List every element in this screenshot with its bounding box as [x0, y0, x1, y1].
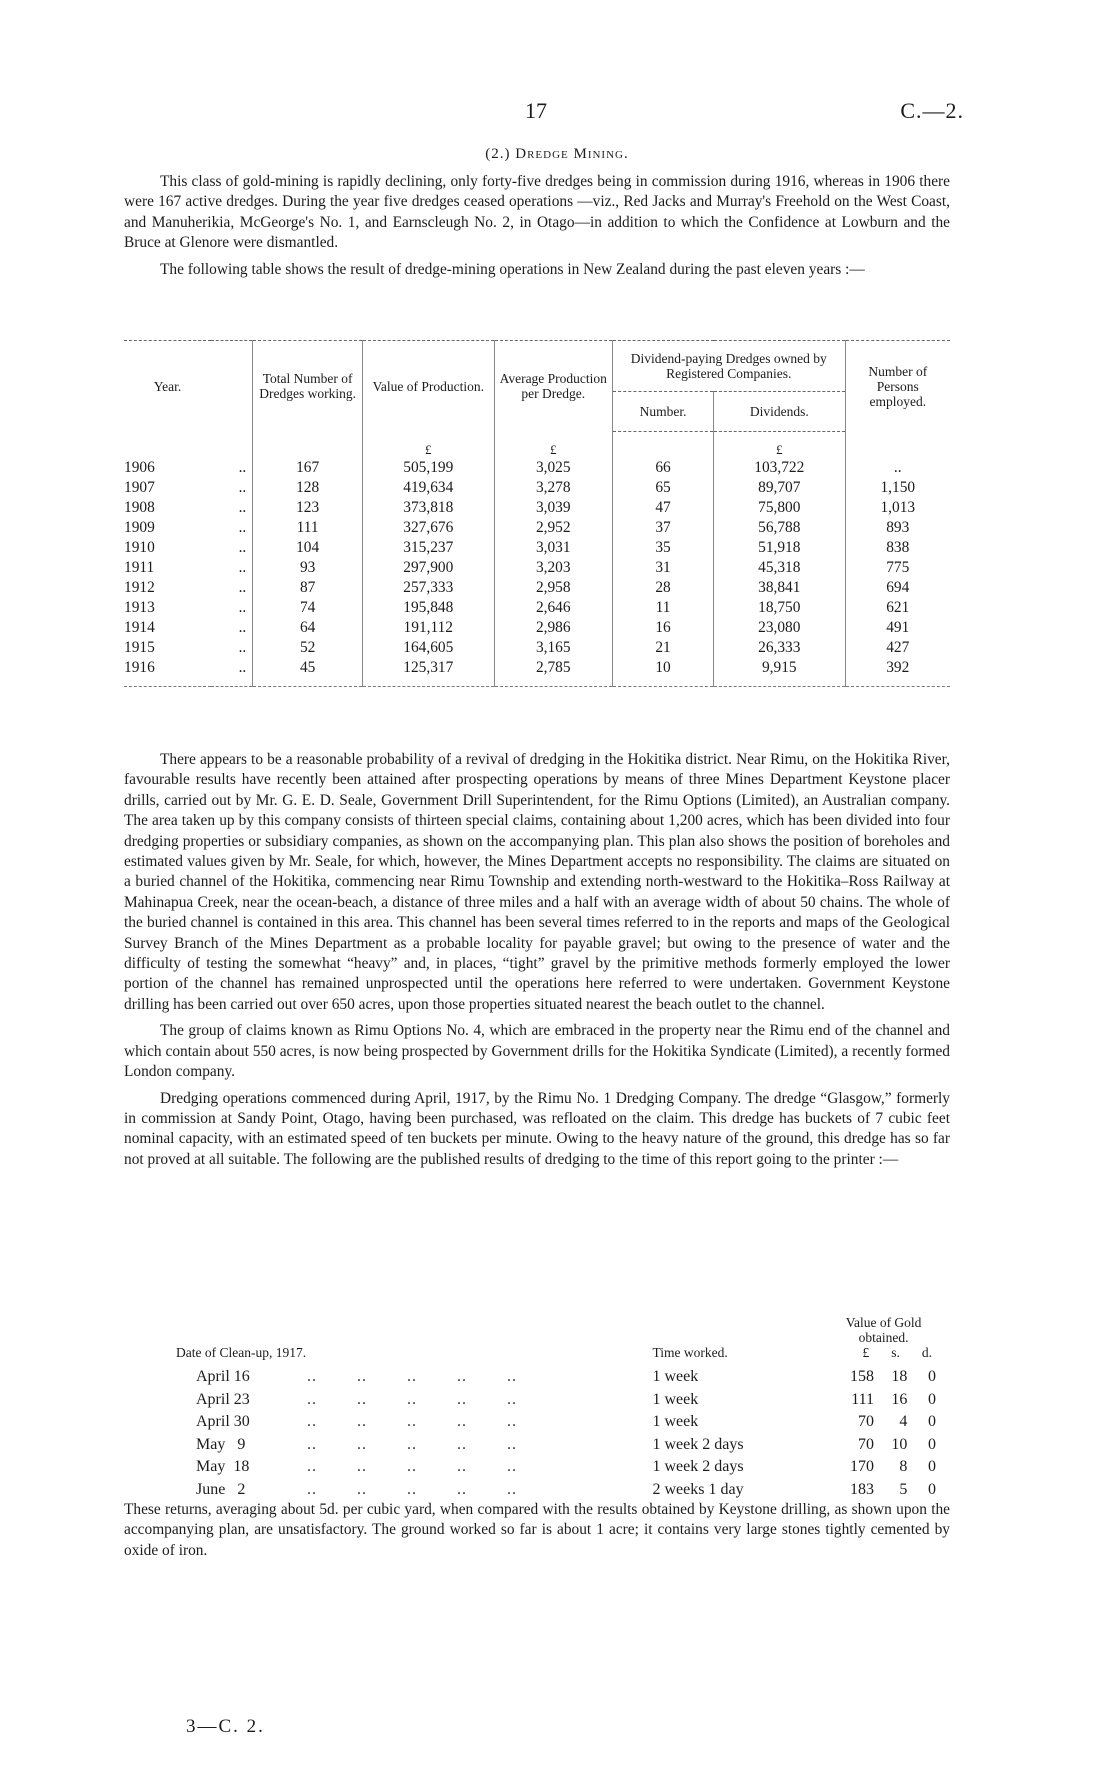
- unit-dividends: £: [714, 432, 846, 459]
- cell-year: 1916: [124, 658, 211, 687]
- cell-dividends: 56,788: [714, 518, 846, 538]
- table-row: [124, 498, 950, 518]
- cell-date: April 23: [196, 1390, 250, 1408]
- cell-number: 47: [612, 498, 713, 518]
- cell-persons: 1,013: [845, 498, 950, 518]
- cell-dots: ..: [211, 658, 253, 687]
- cell-pounds: 158: [850, 1368, 875, 1385]
- dredge-stats-table: [124, 340, 950, 687]
- cell-dividends: 103,722: [714, 458, 846, 478]
- cell-persons: 893: [845, 518, 950, 538]
- page-header: [0, 98, 1114, 128]
- cell-pence: 0: [928, 1413, 936, 1431]
- body-paragraph: There appears to be a reasonable probability of a revival of dredging in the Hokitika district. Near Rimu, on the Hokitika River, favourable results have recently been attained after prospecting operations by means of three Mines Department Keystone placer drills, carried out by Mr. G. E. D. Seale, Government Drill Superintendent, for the Rimu Options (Limited), an Australian company. The area taken up by this company consists of thirteen special claims, containing about 1,200 acres, which has been divided into four dredging properties or subsidiary companies, as shown on the accompanying plan. This plan also shows the position of boreholes and estimated values given by Mr. Seale, for which, however, the Mines Department accepts no responsibility. The claims are situated on a buried channel of the Hokitika, commencing near Rimu Township and extending north-westward to the Hokitika–Ross Railway at Mahinapua Creek, near the ocean-beach, a distance of three miles and a half with an average width of about 50 chains. The whole of the buried channel is contained in this area. This channel has been several times referred to in the reports and maps of the Geological Survey Branch of the Mines Department as a probable locality for payable gravel; but owing to the presence of water and the difficulty of testing the somewhat “heavy” and, in places, “tight” gravel by the primitive methods formerly employed the lower portion of the channel has remained unprospected until the operations here referred to were undertaken. Government Keystone drilling has been carried out over 650 acres, upon those properties situated nearest the beach outlet to the channel.: [124, 751, 950, 1013]
- cell-persons: 392: [845, 658, 950, 687]
- cell-persons: 621: [845, 598, 950, 618]
- cell-total: 111: [253, 518, 363, 538]
- cleanup-results-table: [176, 1315, 936, 1502]
- cell-average: 3,278: [494, 478, 612, 498]
- cell-date: April 16: [196, 1368, 250, 1385]
- closing-paragraph: These returns, averaging about 5d. per cubic yard, when compared with the results obtained by Keystone drilling, as shown upon the accompanying plan, are unsatisfactory. The ground worked so far is about 1 acre; it contains very large stones tightly cemented by oxide of iron.: [124, 1501, 950, 1559]
- cell-time: 1 week 2 days: [652, 1435, 744, 1453]
- table-row: [124, 538, 950, 558]
- intro-paragraph: The following table shows the result of dredge-mining operations in New Zealand during the past eleven years :—: [160, 260, 865, 278]
- cell-number: 10: [612, 658, 713, 687]
- col-dividend-group: Dividend-paying Dredges owned by Registered Companies.: [612, 341, 845, 392]
- cell-value: 195,848: [363, 598, 495, 618]
- cell-pounds: 70: [858, 1413, 875, 1431]
- col-average: Average Production per Dredge.: [494, 341, 612, 432]
- page-number: 17: [525, 98, 547, 123]
- cell-dividends: 75,800: [714, 498, 846, 518]
- units-row: [124, 432, 950, 459]
- cell-year: 1910: [124, 539, 155, 556]
- cell-date: June 2: [196, 1480, 246, 1498]
- cell-year: 1906: [124, 459, 155, 476]
- col-time: Time worked.: [652, 1345, 728, 1360]
- cell-pounds: 111: [851, 1390, 875, 1408]
- unit-pounds: £: [862, 1345, 870, 1360]
- cell-average: 2,986: [494, 618, 612, 638]
- cell-persons: 427: [845, 638, 950, 658]
- table-row: [124, 578, 950, 598]
- table-row: [176, 1479, 936, 1502]
- intro-paragraph: This class of gold-mining is rapidly declining, only forty-five dredges being in commission during 1916, whereas in 1906 there were 167 active dredges. During the year five dredges ceased operations —viz., Red Jacks and Murray's Freehold on the West Coast, and Manuherikia, McGeorge's No. 1, and Earnscleugh No. 2, in Otago—in addition to which the Confidence at Lowburn and the Bruce at Glenore were dismantled.: [124, 173, 950, 252]
- col-dividends: Dividends.: [714, 392, 846, 432]
- cell-persons: 694: [845, 578, 950, 598]
- cell-dots: ..: [238, 519, 247, 536]
- table-row: [124, 458, 950, 478]
- cell-total: 167: [253, 458, 363, 478]
- cell-persons: 775: [845, 558, 950, 578]
- unit-pence: d.: [921, 1345, 932, 1360]
- cell-dots: ..: [238, 539, 247, 556]
- cell-dots: ..: [238, 459, 247, 476]
- table-row: [124, 518, 950, 538]
- unit-average: £: [494, 432, 612, 459]
- cell-time: 1 week: [652, 1413, 699, 1431]
- col-gold-label: Value of Gold obtained.: [845, 1315, 922, 1345]
- cell-shillings: 18: [891, 1368, 908, 1385]
- table-row: [124, 618, 950, 638]
- cell-number: 66: [612, 458, 713, 478]
- table-row: [176, 1366, 936, 1389]
- cell-shillings: 8: [899, 1458, 908, 1476]
- cell-average: 3,165: [494, 638, 612, 658]
- cell-dividends: 26,333: [714, 638, 846, 658]
- cell-dividends: 18,750: [714, 598, 846, 618]
- cell-year: 1911: [124, 559, 155, 576]
- cell-year: 1915: [124, 639, 155, 656]
- cell-dots: .. .. .. .. ..: [307, 1480, 518, 1498]
- cell-persons: ..: [845, 458, 950, 478]
- cell-dots: ..: [238, 559, 247, 576]
- cell-dots: ..: [238, 599, 247, 616]
- cell-dots: ..: [238, 479, 247, 496]
- cell-dividends: 51,918: [714, 538, 846, 558]
- cell-total: 104: [253, 538, 363, 558]
- cell-value: 315,237: [363, 538, 495, 558]
- cell-number: 21: [612, 638, 713, 658]
- cell-shillings: 10: [891, 1435, 908, 1453]
- col-dots-header: [307, 1315, 652, 1366]
- body-paragraph: The group of claims known as Rimu Options No. 4, which are embraced in the property near the Rimu end of the channel and which contain about 550 acres, is now being prospected by Government drills for the Hokitika Syndicate (Limited), a recently formed London company.: [124, 1022, 950, 1081]
- col-year: Year.: [124, 341, 211, 432]
- section-title: (2.) Dredge Mining.: [485, 146, 629, 162]
- cell-time: 1 week: [652, 1390, 699, 1408]
- cell-dots: .. .. .. .. ..: [307, 1458, 518, 1476]
- cell-year: 1913: [124, 599, 155, 616]
- cell-dividends: 89,707: [714, 478, 846, 498]
- currency-units: [831, 1345, 936, 1360]
- cell-number: 35: [612, 538, 713, 558]
- cell-pounds: 170: [850, 1458, 875, 1476]
- cell-value: 505,199: [363, 458, 495, 478]
- cell-value: 297,900: [363, 558, 495, 578]
- cell-year: 1907: [124, 479, 155, 496]
- cell-date: May 18: [196, 1458, 250, 1476]
- cell-persons: 491: [845, 618, 950, 638]
- cell-shillings: 16: [891, 1390, 908, 1408]
- cell-dots: ..: [238, 499, 247, 516]
- cell-pence: 0: [928, 1480, 936, 1498]
- col-total: Total Number of Dredges working.: [253, 341, 363, 432]
- cell-date: April 30: [196, 1413, 250, 1431]
- cell-dividends: 45,318: [714, 558, 846, 578]
- cell-dividends: 38,841: [714, 578, 846, 598]
- cell-time: 2 weeks 1 day: [652, 1480, 744, 1498]
- cell-total: 87: [253, 578, 363, 598]
- cell-year: 1908: [124, 499, 155, 516]
- closing-text: [124, 1500, 950, 1567]
- col-gold: [831, 1315, 936, 1366]
- cell-dividends: 23,080: [714, 618, 846, 638]
- cell-total: 123: [253, 498, 363, 518]
- intro-text: [124, 172, 950, 286]
- col-persons: Number of Persons employed.: [845, 341, 950, 432]
- cell-pounds: 70: [858, 1435, 875, 1453]
- unit-shillings: s.: [891, 1345, 900, 1360]
- cell-year: 1914: [124, 619, 155, 636]
- col-dots-header: [211, 341, 253, 432]
- table-row: [176, 1411, 936, 1434]
- cell-value: 125,317: [363, 658, 495, 687]
- cell-persons: 1,150: [845, 478, 950, 498]
- cell-pounds: 183: [850, 1480, 875, 1498]
- col-date: Date of Clean-up, 1917.: [176, 1345, 307, 1360]
- cell-average: 2,646: [494, 598, 612, 618]
- cell-pence: 0: [928, 1435, 936, 1453]
- cell-dots: .. .. .. .. ..: [307, 1435, 518, 1453]
- cell-value: 373,818: [363, 498, 495, 518]
- cell-value: 164,605: [363, 638, 495, 658]
- cell-dots: ..: [238, 639, 247, 656]
- cell-pence: 0: [928, 1458, 936, 1476]
- table-row: [176, 1434, 936, 1457]
- cell-dots: ..: [238, 619, 247, 636]
- cell-time: 1 week 2 days: [652, 1458, 744, 1476]
- cell-shillings: 5: [899, 1480, 908, 1498]
- cell-number: 31: [612, 558, 713, 578]
- table-row: [124, 598, 950, 618]
- cell-pence: 0: [928, 1390, 936, 1408]
- cell-time: 1 week: [652, 1368, 699, 1385]
- table-row: [124, 638, 950, 658]
- cell-total: 128: [253, 478, 363, 498]
- cell-total: 52: [253, 638, 363, 658]
- cell-total: 45: [253, 658, 363, 687]
- cell-dividends: 9,915: [714, 658, 846, 687]
- cell-dots: .. .. .. .. ..: [307, 1390, 518, 1408]
- col-number: Number.: [612, 392, 713, 432]
- table-row: [176, 1456, 936, 1479]
- cell-pence: 0: [928, 1368, 936, 1385]
- cell-total: 93: [253, 558, 363, 578]
- col-value: Value of Production.: [363, 341, 495, 432]
- document-code: C.—2.: [900, 98, 964, 123]
- cell-average: 2,952: [494, 518, 612, 538]
- cell-year: 1912: [124, 579, 155, 596]
- cell-dots: .. .. .. .. ..: [307, 1413, 518, 1431]
- cell-number: 11: [612, 598, 713, 618]
- cell-number: 28: [612, 578, 713, 598]
- cell-number: 65: [612, 478, 713, 498]
- cell-shillings: 4: [899, 1413, 908, 1431]
- table-row: [176, 1389, 936, 1412]
- signature-mark: 3—C. 2.: [186, 1716, 265, 1737]
- cell-year: 1909: [124, 519, 155, 536]
- cell-average: 3,025: [494, 458, 612, 478]
- cell-date: May 9: [196, 1435, 246, 1453]
- cell-total: 74: [253, 598, 363, 618]
- body-text: [124, 750, 950, 1176]
- cell-average: 3,039: [494, 498, 612, 518]
- cell-average: 2,958: [494, 578, 612, 598]
- cell-value: 419,634: [363, 478, 495, 498]
- cell-persons: 838: [845, 538, 950, 558]
- cell-number: 37: [612, 518, 713, 538]
- cell-number: 16: [612, 618, 713, 638]
- cell-dots: ..: [238, 579, 247, 596]
- cell-average: 2,785: [494, 658, 612, 687]
- cell-value: 257,333: [363, 578, 495, 598]
- cell-value: 191,112: [363, 618, 495, 638]
- table-row: [124, 478, 950, 498]
- cell-average: 3,203: [494, 558, 612, 578]
- cell-total: 64: [253, 618, 363, 638]
- unit-value: £: [363, 432, 495, 459]
- cell-value: 327,676: [363, 518, 495, 538]
- cell-average: 3,031: [494, 538, 612, 558]
- table-row: [124, 658, 950, 687]
- body-paragraph: Dredging operations commenced during April, 1917, by the Rimu No. 1 Dredging Company. The dredge “Glasgow,” formerly in commission at Sandy Point, Otago, having been purchased, was refloated on the claim. This dredge has buckets of 7 cubic feet nominal capacity, with an estimated speed of ten buckets per minute. Owing to the heavy nature of the ground, this dredge has so far not proved at all suitable. The following are the published results of dredging to the time of this report going to the printer :—: [124, 1089, 950, 1168]
- cell-dots: .. .. .. .. ..: [307, 1368, 518, 1385]
- table-row: [124, 558, 950, 578]
